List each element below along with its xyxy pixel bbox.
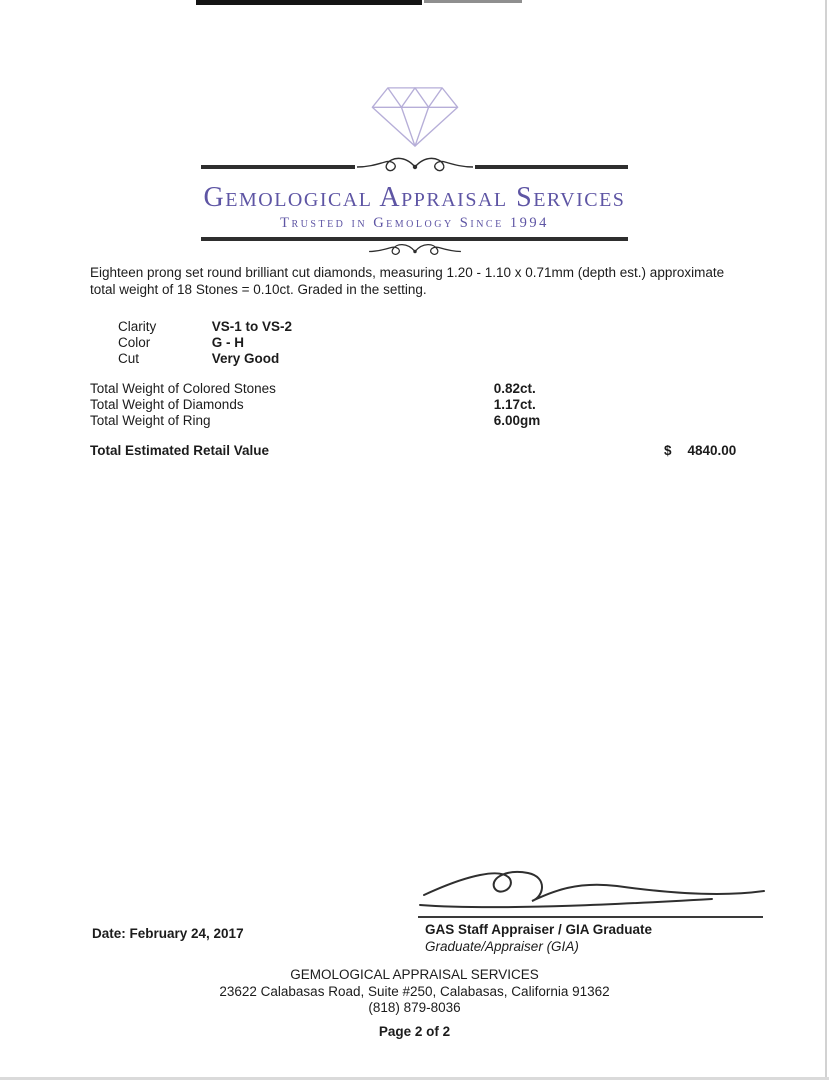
weight-row (90, 413, 540, 428)
ornamental-rule-bottom (201, 237, 628, 266)
footer-address: 23622 Calabasas Road, Suite #250, Calabasas, California 91362 (219, 983, 610, 999)
scroll-flourish-icon (355, 155, 475, 179)
appraiser-title: GAS Staff Appraiser / GIA Graduate (425, 922, 653, 937)
weight-label: Total Weight of Ring (90, 413, 211, 428)
weight-row (90, 397, 536, 412)
rule-bar-left (201, 165, 355, 169)
footer-phone: (818) 879-8036 (368, 1000, 461, 1015)
grading-label: Cut (118, 351, 140, 366)
company-title: Gemological Appraisal Services (203, 182, 626, 213)
appraiser-block (425, 921, 652, 955)
footer-company: GEMOLOGICAL APPRAISAL SERVICES (290, 967, 539, 982)
total-amount: 4840.00 (687, 443, 737, 458)
page-number: Page 2 of 2 (378, 1023, 451, 1039)
scan-artifact-top-dash (424, 0, 522, 3)
currency-symbol: $ (664, 443, 672, 458)
weight-value: 6.00gm (493, 413, 541, 428)
grading-row (118, 351, 279, 366)
brand-header (0, 84, 829, 266)
weight-label: Total Weight of Diamonds (90, 397, 244, 412)
grading-label: Color (118, 335, 151, 350)
grading-label: Clarity (118, 319, 157, 334)
handwritten-signature (412, 853, 772, 915)
scan-artifact-top-bar (196, 0, 422, 5)
weight-label: Total Weight of Colored Stones (90, 381, 276, 396)
weight-value: 1.17ct. (493, 397, 536, 412)
weight-row (90, 381, 536, 396)
grading-row (118, 335, 244, 350)
weight-value: 0.82ct. (493, 381, 536, 396)
grading-value: VS-1 to VS-2 (211, 319, 293, 334)
grading-value: G - H (211, 335, 245, 350)
diamond-logo-icon (369, 84, 461, 148)
grading-row (118, 319, 292, 334)
total-value-row (90, 443, 770, 458)
signature-line (418, 916, 763, 918)
scroll-flourish-small-icon (367, 242, 463, 261)
company-tagline: Trusted in Gemology Since 1994 (280, 215, 549, 231)
ornamental-rule-top (201, 155, 628, 179)
appraisal-date: Date: February 24, 2017 (92, 926, 244, 941)
item-description: Eighteen prong set round brilliant cut diamonds, measuring 1.20 - 1.10 x 0.71mm (depth est.) approximate total weight of 18 Stones = 0.10ct. Graded in the setting. (90, 265, 725, 297)
appraiser-subtitle: Graduate/Appraiser (GIA) (425, 939, 579, 954)
document-footer (0, 967, 829, 1040)
rule-bar-right (475, 165, 629, 169)
total-label: Total Estimated Retail Value (90, 443, 270, 458)
rule-bar-full (201, 237, 628, 241)
grading-value: Very Good (211, 351, 280, 366)
